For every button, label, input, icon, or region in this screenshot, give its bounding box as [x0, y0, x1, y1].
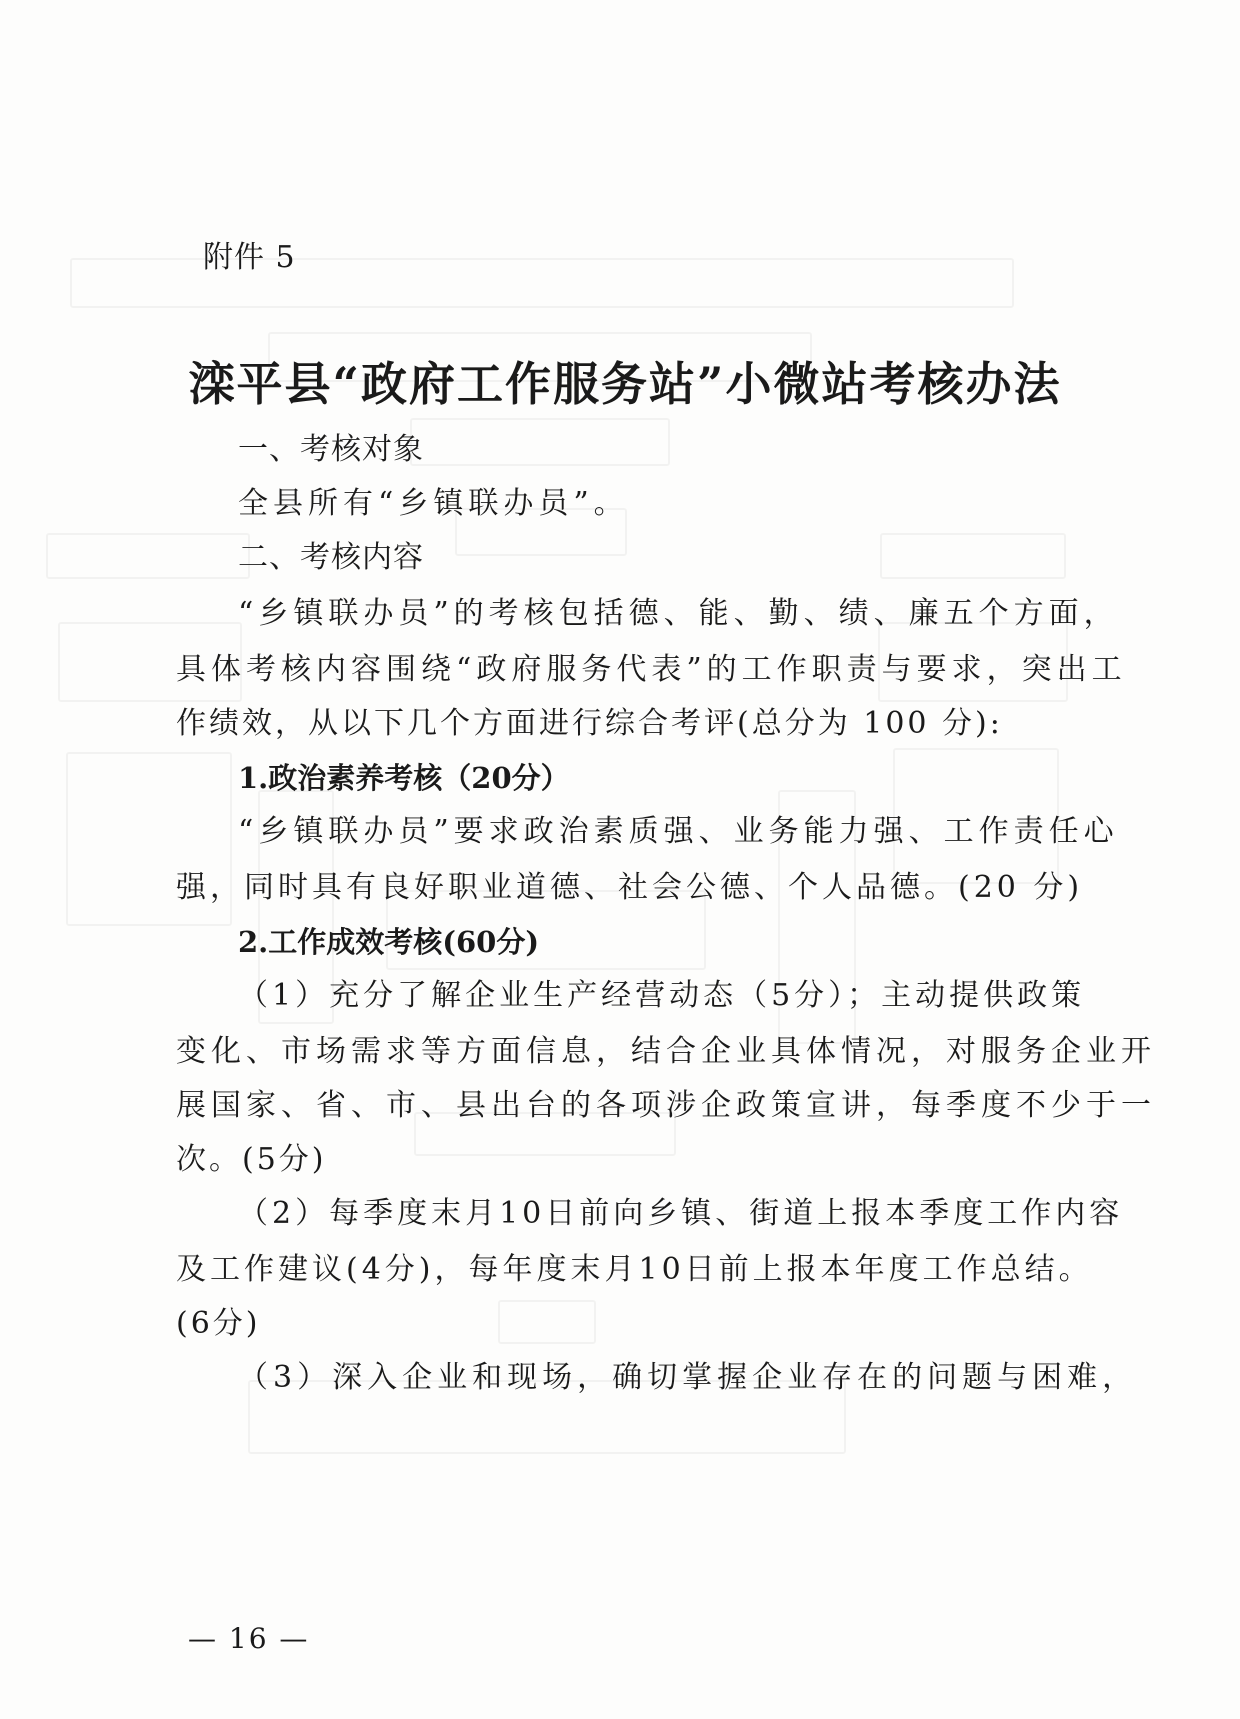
section-heading: 一、考核对象 [238, 432, 424, 467]
page-number: — 16 — [188, 1622, 310, 1655]
paragraph-line: 强，同时具有良好职业道德、社会公德、个人品德。(20 分) [176, 870, 1084, 905]
paragraph-line: “乡镇联办员”要求政治素质强、业务能力强、工作责任心 [238, 814, 1119, 849]
bleed-through-box [498, 1300, 596, 1344]
paragraph-line: 具体考核内容围绕“政府服务代表”的工作职责与要求，突出工 [176, 652, 1127, 687]
paragraph-line: 变化、市场需求等方面信息，结合企业具体情况，对服务企业开 [176, 1034, 1156, 1069]
bleed-through-box [410, 418, 670, 466]
paragraph-line: “乡镇联办员”的考核包括德、能、勤、绩、廉五个方面， [238, 596, 1119, 631]
subsection-heading: 2.工作成效考核(60分) [238, 925, 540, 959]
paragraph-line: （1）充分了解企业生产经营动态（5分）；主动提供政策 [238, 978, 1086, 1013]
paragraph-line: (6分) [176, 1306, 261, 1341]
paragraph-line: （2）每季度末月10日前向乡镇、街道上报本季度工作内容 [238, 1196, 1124, 1231]
paragraph-line: 全县所有“乡镇联办员”。 [238, 486, 629, 521]
page-title: 滦平县“政府工作服务站”小微站考核办法 [188, 357, 1062, 411]
paragraph-line: 次。(5分) [176, 1142, 327, 1177]
paragraph-line: （3）深入企业和现场，确切掌握企业存在的问题与困难， [238, 1360, 1138, 1395]
paragraph-line: 及工作建议(4分)，每年度末月10日前上报本年度工作总结。 [176, 1252, 1093, 1287]
bleed-through-box [46, 533, 250, 579]
section-heading: 二、考核内容 [238, 540, 424, 575]
bleed-through-box [880, 533, 1066, 579]
attachment-label: 附件 5 [203, 240, 296, 275]
paragraph-line: 作绩效，从以下几个方面进行综合考评(总分为 100 分): [176, 706, 1003, 741]
subsection-heading: 1.政治素养考核（20分） [238, 761, 570, 795]
paragraph-line: 展国家、省、市、县出台的各项涉企政策宣讲，每季度不少于一 [176, 1088, 1156, 1123]
